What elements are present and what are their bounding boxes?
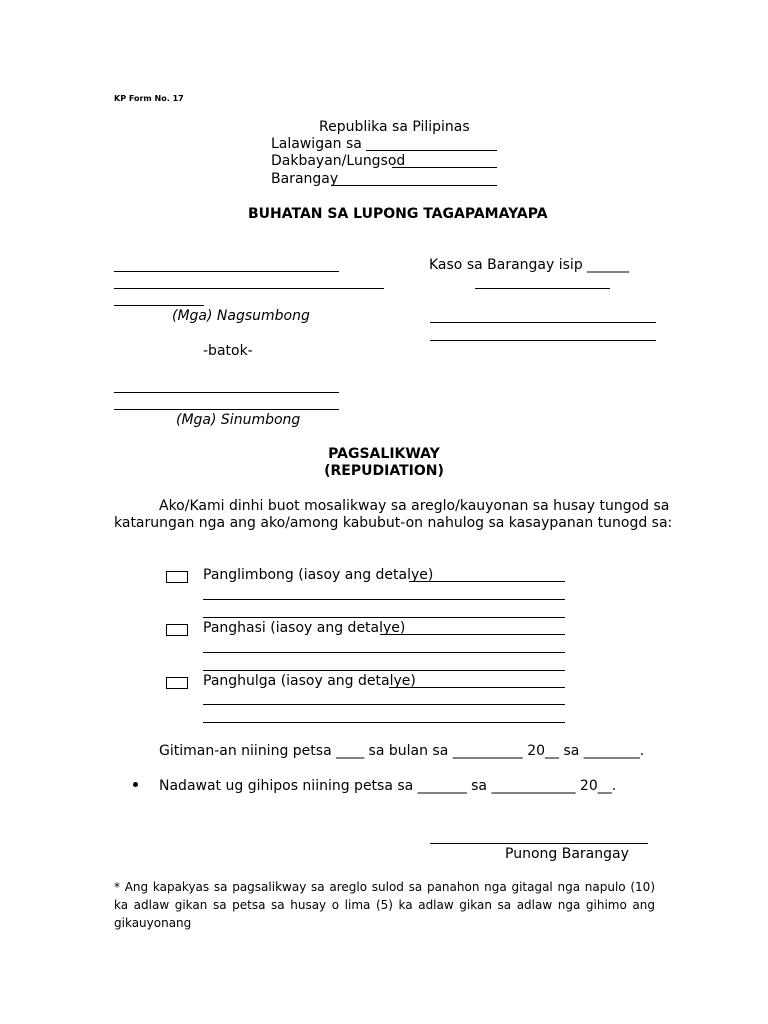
complainant-line-2[interactable] [114, 288, 384, 289]
violence-option-label: Panghasi (iasoy ang detalye) [203, 620, 406, 636]
signed-date-line: Gitiman-an niining petsa ____ sa bulan sa __________ 20__ sa ________. [159, 743, 645, 759]
barangay-blank[interactable] [332, 185, 497, 186]
respondent-line-1[interactable] [114, 392, 339, 393]
fraud-detail-line-2[interactable] [203, 599, 565, 600]
barangay-label: Barangay [271, 171, 339, 187]
footnote: * Ang kapakyas sa pagsalikway sa areglo sulod sa panahon nga gitagal nga napulo (10) ka adlaw gikan sa petsa sa husay o lima (5) ka adlaw gikan sa adlaw nga gihimo ang gikauyonang [114, 880, 655, 930]
violence-detail-line-2[interactable] [203, 652, 565, 653]
intimidation-option-label: Panghulga (iasoy ang detalye) [203, 673, 416, 689]
case-number-blank[interactable] [475, 288, 610, 289]
intimidation-checkbox[interactable] [166, 677, 188, 689]
case-title-line-2[interactable] [430, 340, 656, 341]
document-title: BUHATAN SA LUPONG TAGAPAMAYAPA [248, 206, 548, 222]
versus-label: -batok- [203, 343, 253, 359]
fraud-detail-line-1[interactable] [409, 581, 565, 582]
complainant-line-1[interactable] [114, 271, 339, 272]
city-label: Dakbayan/Lungsod [271, 153, 406, 169]
province-label: Lalawigan sa [271, 136, 362, 152]
violence-checkbox[interactable] [166, 624, 188, 636]
body-paragraph-line-2: katarungan nga ang ako/among kabubut-on nahulog sa kasaypanan tunogd sa: [114, 515, 673, 531]
intimidation-detail-line-1[interactable] [389, 687, 565, 688]
intimidation-detail-line-2[interactable] [203, 704, 565, 705]
body-paragraph-line-1: Ako/Kami dinhi buot mosalikway sa areglo/kauyonan sa husay tungod sa [159, 498, 670, 514]
intimidation-detail-line-3[interactable] [203, 722, 565, 723]
form-number: KP Form No. 17 [114, 94, 184, 103]
bullet-icon [133, 778, 141, 786]
fraud-checkbox[interactable] [166, 571, 188, 583]
signature-line[interactable] [430, 843, 648, 844]
violence-detail-line-3[interactable] [203, 670, 565, 671]
case-number-label: Kaso sa Barangay isip ______ [429, 257, 630, 273]
received-date-line: Nadawat ug gihipos niining petsa sa _______ sa ____________ 20__. [159, 778, 617, 794]
city-blank[interactable] [392, 167, 497, 168]
province-blank[interactable] [366, 150, 497, 151]
violence-detail-line-1[interactable] [380, 634, 565, 635]
case-title-line-1[interactable] [430, 322, 656, 323]
complainants-label: (Mga) Nagsumbong [172, 308, 310, 324]
complainant-line-3[interactable] [114, 305, 204, 306]
republic-heading: Republika sa Pilipinas [319, 119, 470, 135]
repudiation-subheading: (REPUDIATION) [324, 463, 444, 479]
respondent-line-2[interactable] [114, 409, 339, 410]
respondents-label: (Mga) Sinumbong [176, 412, 301, 428]
repudiation-heading: PAGSALIKWAY [328, 446, 440, 462]
signatory-label: Punong Barangay [505, 846, 629, 862]
fraud-detail-line-3[interactable] [203, 617, 565, 618]
fraud-option-label: Panglimbong (iasoy ang detalye) [203, 567, 434, 583]
